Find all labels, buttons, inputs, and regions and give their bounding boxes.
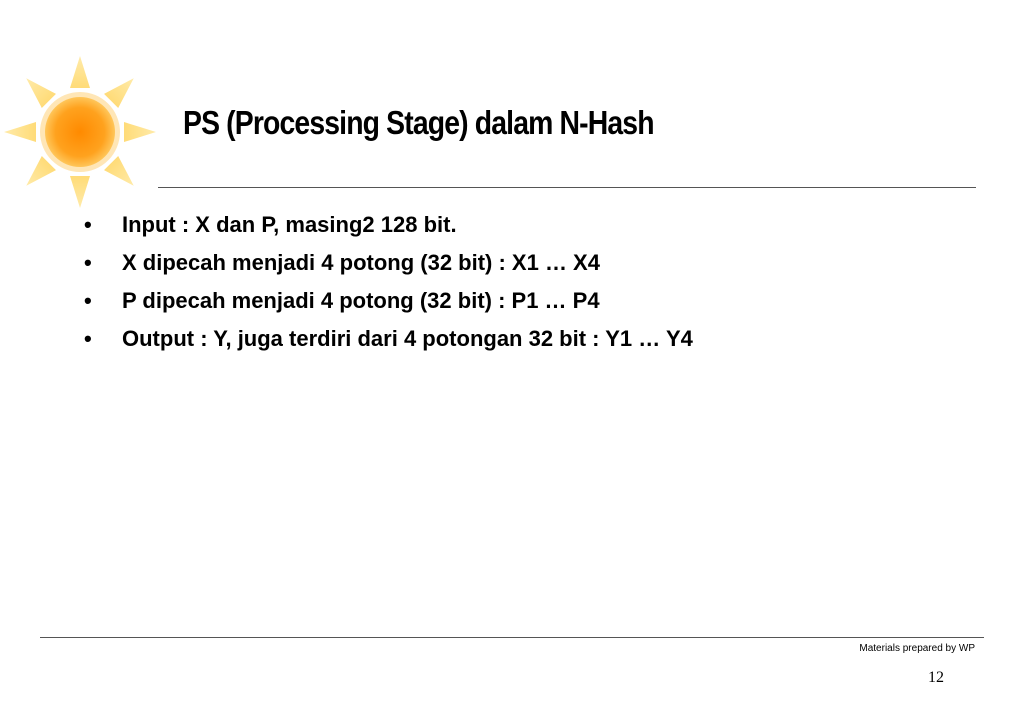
page-number: 12 (928, 669, 944, 686)
slide-title: PS (Processing Stage) dalam N-Hash (183, 104, 654, 141)
bullet-marker: • (84, 288, 92, 313)
bullet-text: Input : X dan P, masing2 128 bit. (122, 212, 457, 237)
bullet-marker: • (84, 212, 92, 237)
bullet-item (84, 320, 693, 358)
footer-credit: Materials prepared by WP (859, 643, 975, 654)
bullet-marker: • (84, 250, 92, 275)
bullet-item (84, 244, 693, 282)
title-divider (158, 187, 976, 188)
bullet-text: X dipecah menjadi 4 potong (32 bit) : X1 … X4 (122, 250, 600, 275)
bullet-text: P dipecah menjadi 4 potong (32 bit) : P1 … P4 (122, 288, 600, 313)
bullet-item (84, 282, 693, 320)
bullet-text: Output : Y, juga terdiri dari 4 potongan 32 bit : Y1 … Y4 (122, 326, 693, 351)
bullet-marker: • (84, 326, 92, 351)
bullet-item (84, 206, 693, 244)
footer-divider (40, 637, 984, 638)
sun-icon (0, 52, 160, 212)
bullet-list (84, 206, 693, 358)
